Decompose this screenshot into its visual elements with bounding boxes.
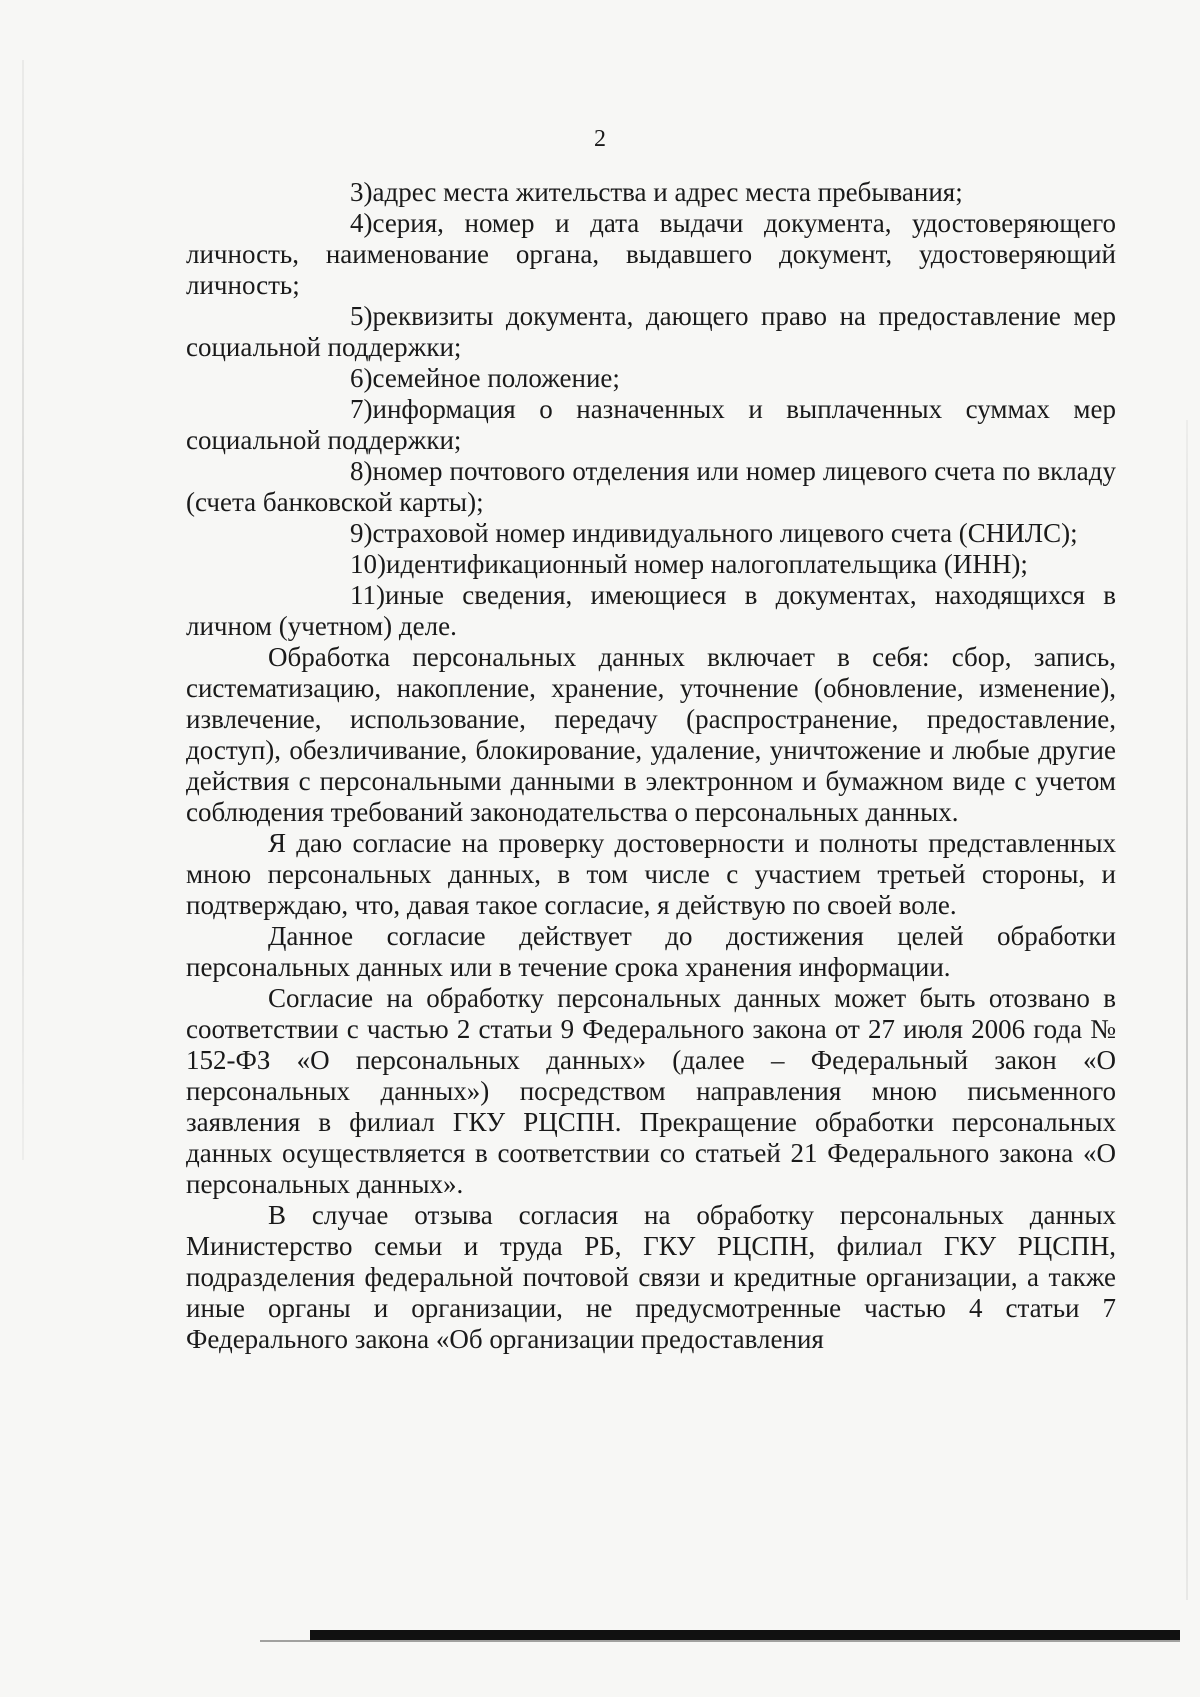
list-item-number: 3) bbox=[350, 177, 373, 207]
list-item-number: 7) bbox=[350, 394, 373, 424]
list-item-number: 11) bbox=[350, 580, 385, 610]
list-item-text: реквизиты документа, дающего право на предоставление мер социальной поддержки; bbox=[186, 301, 1116, 362]
list-item-text: семейное положение; bbox=[372, 363, 620, 393]
scan-bottom-edge bbox=[310, 1630, 1180, 1640]
list-item-number: 10) bbox=[350, 549, 386, 579]
scan-bottom-line bbox=[260, 1640, 1180, 1642]
list-item bbox=[186, 549, 1116, 580]
list-item bbox=[186, 456, 1116, 518]
list-item bbox=[186, 301, 1116, 363]
list-item-number: 6) bbox=[350, 363, 373, 393]
list-item-text: страховой номер индивидуального лицевого счета (СНИЛС); bbox=[372, 518, 1078, 548]
paragraph-processing: Обработка персональных данных включает в себя: сбор, запись, систематизацию, накопление, хранение, уточнение (обновление, изменение), извлечение, использование, передачу (распространение, предоставление, доступ), обезличивание, блокирование, удаление, уничтожение и любые другие действия с персональными данными в электронном и бумажном виде с учетом соблюдения требований законодательства о персональных данных. bbox=[186, 642, 1116, 827]
list-item bbox=[186, 208, 1116, 301]
list-item-text: адрес места жительства и адрес места пребывания; bbox=[372, 177, 963, 207]
list-item-text: идентификационный номер налогоплательщика (ИНН); bbox=[386, 549, 1028, 579]
paragraph-consent-duration: Данное согласие действует до достижения целей обработки персональных данных или в течение срока хранения информации. bbox=[186, 921, 1116, 982]
list-item-text: иные сведения, имеющиеся в документах, находящихся в личном (учетном) деле. bbox=[186, 580, 1116, 641]
list-item-text: серия, номер и дата выдачи документа, удостоверяющего личность, наименование органа, выдавшего документ, удостоверяющий личность; bbox=[186, 208, 1116, 300]
list-item bbox=[186, 394, 1116, 456]
page-number: 2 bbox=[594, 126, 606, 152]
list-item bbox=[186, 177, 1116, 208]
paragraph-consent-verification: Я даю согласие на проверку достоверности и полноты представленных мною персональных данных, в том числе с участием третьей стороны, и подтверждаю, что, давая такое согласие, я действую по своей воле. bbox=[186, 828, 1116, 920]
list-item-text: номер почтового отделения или номер лицевого счета по вкладу (счета банковской карты); bbox=[186, 456, 1116, 517]
list-item-number: 4) bbox=[350, 208, 373, 238]
document-body bbox=[186, 177, 1116, 1355]
list-item bbox=[186, 363, 1116, 394]
list-item-number: 5) bbox=[350, 301, 373, 331]
scan-edge-left bbox=[22, 60, 24, 1160]
list-item bbox=[186, 580, 1116, 642]
paragraph-consent-withdrawal: Согласие на обработку персональных данных может быть отозвано в соответствии с частью 2 статьи 9 Федерального закона от 27 июля 2006 года № 152-ФЗ «О персональных данных» (далее – Федеральный закон «О персональных данных») посредством направления мною письменного заявления в филиал ГКУ РЦСПН. Прекращение обработки персональных данных осуществляется в соответствии со статьей 21 Федерального закона «О персональных данных». bbox=[186, 983, 1116, 1199]
list-item-number: 8) bbox=[350, 456, 373, 486]
scan-edge-right bbox=[1186, 420, 1188, 1600]
list-item bbox=[186, 518, 1116, 549]
list-item-number: 9) bbox=[350, 518, 373, 548]
paragraph-withdrawal-consequences: В случае отзыва согласия на обработку персональных данных Министерство семьи и труда РБ, ГКУ РЦСПН, филиал ГКУ РЦСПН, подразделения федеральной почтовой связи и кредитные организации, а также иные органы и организации, не предусмотренные частью 4 статьи 7 Федерального закона «Об организации предоставления bbox=[186, 1200, 1116, 1354]
list-item-text: информация о назначенных и выплаченных суммах мер социальной поддержки; bbox=[186, 394, 1116, 455]
